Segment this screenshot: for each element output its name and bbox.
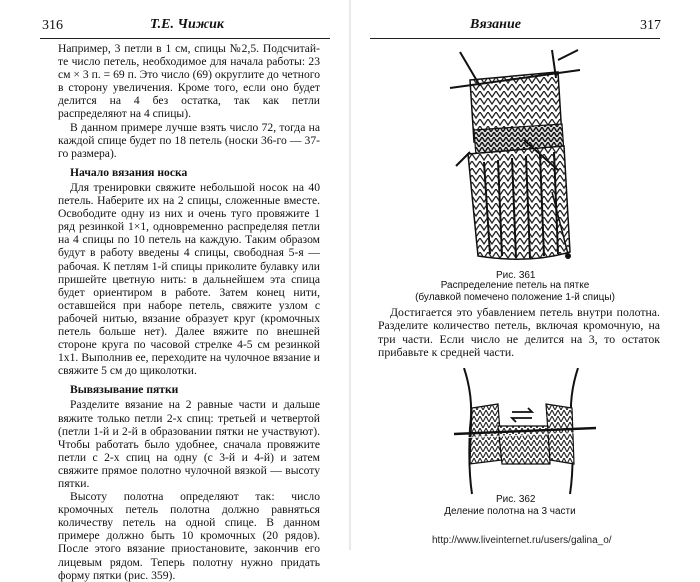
heel-paragraph-2: Высоту полотна определяют так: число кромочных петель полотна должно равняться количеству петель на одной спице. В данном примере должно быть 10 кромочных (20 рядов). После этого вязание приостановите, закончив его лицевым рядом. Теперь полотну нужно придать форму пятки (рис. 359). [58,490,320,582]
figure-361-number: Рис. 361 [496,270,536,281]
section-heading-heel: Вывязывание пятки [70,383,179,397]
page-number: 316 [42,18,63,33]
page-number: 317 [640,18,661,33]
sock-start-paragraph: Для тренировки свяжите небольшой носок на 40 петель. Наберите их на 2 спицы, сложенные вместе. Освободите одну из них и очень туго провяжите 1 ряд резинкой 1×1, одновременно распределяя петли на 4 спицы по 10 петель на каждую. Таким образом будут в работу введены 4 спицы, свободная 5-я — рабочая. К петлям 1-й спицы приколите булавку или пришейте цветную нить: в дальнейшем эта спица будет ориентиром в работе. Затем конец нити, оставшейся при наборе петель, свяжите узлом с рабочей нитью, вязание образует круг (кромочных петель больше нет). Далее вяжите по внешней стороне круга по часовой стрелке 4-5 см резинкой 1х1. Выполнив ее, переходите на чулочное вязание и свяжите 5 см до щиколотки. [58,180,320,378]
intro-paragraph-1: Например, 3 петли в 1 см, спицы №2,5. Подсчитай-те число петель, необходимое для начала работы: 23 см × 3 п. = 69 п. Это число (69) округлите до четного в сторону увеличения. Кроме того, если оно будет делится на 4 без остатка, так как петли распределяют на 4 спицы). [58,42,320,121]
right-text-column [378,306,660,360]
running-header-author: Т.Е. Чижик [150,17,224,32]
heel-paragraph-1: Разделите вязание на 2 равные части и дальше вяжите только петли 2-х спиц: третьей и четвертой (петли 1-й и 2-й в образовании пятки не участвуют). Чтобы работать было удобнее, сначала провяжите петли с 2-х спиц на одну (с 3-й и 4-й) и затем свяжите прямое полотно чулочной вязкой — высоту пятки. [58,398,320,490]
running-header-topic: Вязание [470,17,521,32]
decrease-paragraph: Достигается это убавлением петель внутри полотна. Разделите количество петель, включая кромочную, на три части. Если число не делится на 3, то остаток прибавьте к средней части. [378,305,660,360]
watermark-url: http://www.liveinternet.ru/users/galina_o/ [432,535,612,546]
left-text-column [58,42,320,582]
header-rule [40,38,330,39]
figure-361-caption-line1: Распределение петель на пятке [440,280,590,291]
intro-paragraph-2: В данном примере лучше взять число 72, тогда на каждой спице будет по 18 петель (носки 36-го — 37-го размера). [58,120,320,160]
figure-361-sock-illustration [440,42,600,270]
figure-361-caption-line2: (булавкой помечено положение 1-й спицы) [415,292,615,303]
section-heading-sock-start: Начало вязания носка [70,165,188,179]
header-rule [370,38,660,39]
figure-361-caption [380,280,650,304]
figure-362-heel-division-illustration [450,368,600,496]
figure-362-caption: Деление полотна на 3 части [444,506,576,517]
figure-362-number: Рис. 362 [496,494,536,505]
